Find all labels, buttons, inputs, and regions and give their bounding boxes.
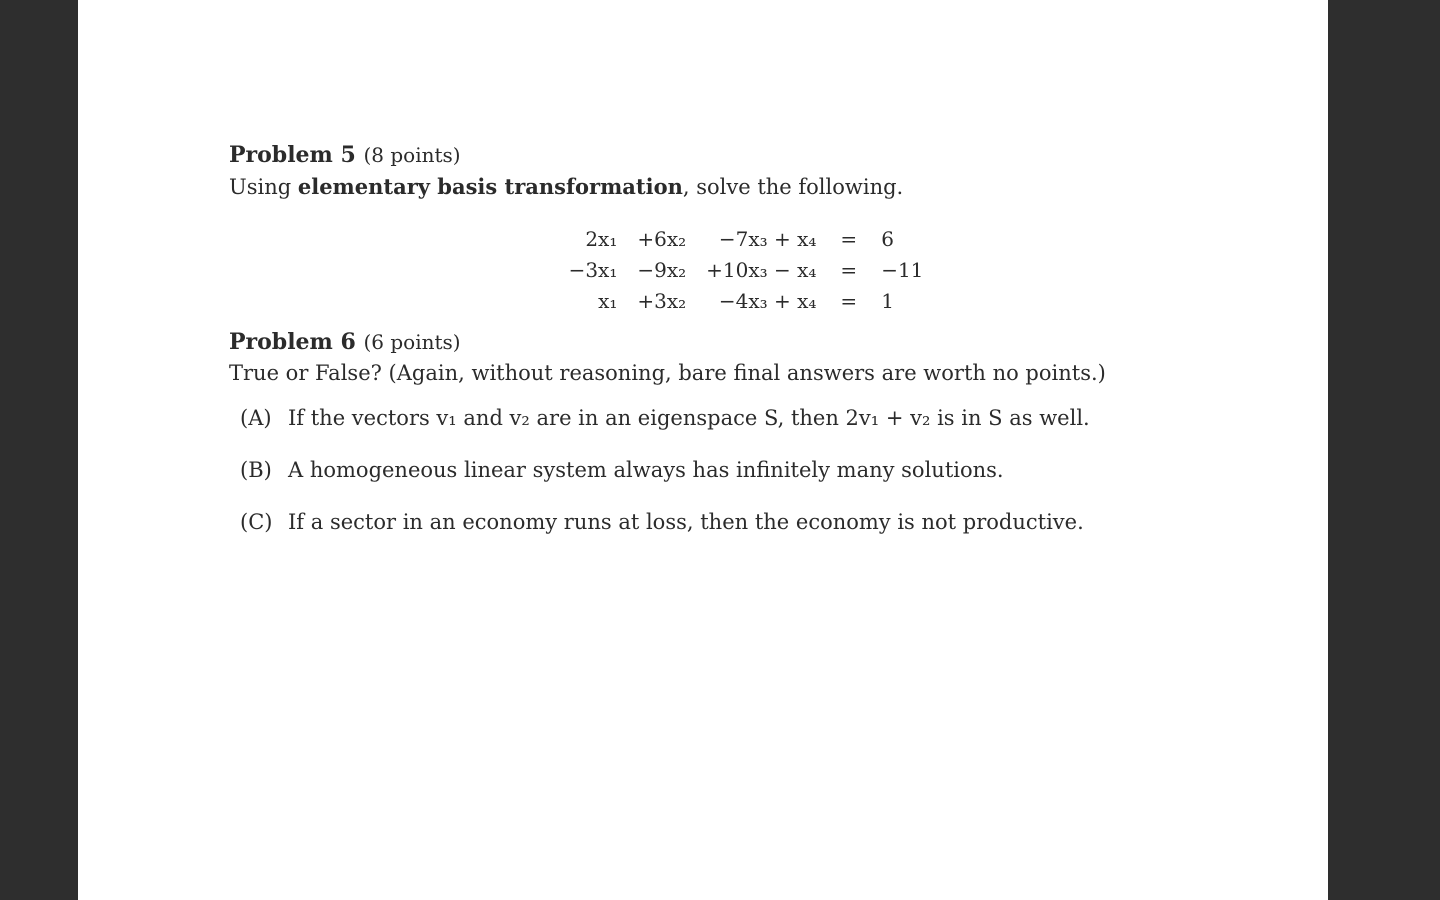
problem-5-heading	[229, 140, 1149, 171]
equation-term: −9x₂	[637, 258, 687, 282]
problem-5-intro-before: Using	[229, 175, 292, 199]
item-label: (B)	[240, 458, 272, 482]
equation-row	[559, 255, 934, 286]
page-content	[229, 140, 1149, 559]
equation-table	[559, 224, 934, 317]
equation-term: +10x₃ − x₄	[706, 258, 817, 282]
problem-5-points: (8 points)	[363, 143, 461, 167]
equation-row	[559, 224, 934, 255]
true-false-list	[229, 403, 1149, 538]
document-page	[78, 0, 1328, 900]
item-label: (A)	[240, 406, 272, 430]
equation-term: +6x₂	[637, 227, 687, 251]
problem-6-points: (6 points)	[363, 330, 461, 354]
item-text: If the vectors v₁ and v₂ are in an eigenspace S, then 2v₁ + v₂ is in S as well.	[288, 406, 1090, 430]
equation-term: −4x₃ + x₄	[718, 289, 817, 313]
equation-rhs: 1	[881, 289, 894, 313]
equation-term: −7x₃ + x₄	[718, 227, 817, 251]
list-item	[240, 507, 1149, 538]
problem-5-intro-bold: elementary basis transformation	[297, 174, 683, 199]
equation-row	[559, 286, 934, 317]
problem-5-title: Problem 5	[229, 142, 356, 168]
equals-sign: =	[840, 289, 858, 313]
list-item	[240, 403, 1149, 434]
item-text: A homogeneous linear system always has infinitely many solutions.	[288, 458, 1004, 482]
equation-term: −3x₁	[568, 258, 618, 282]
equation-rhs: −11	[881, 258, 924, 282]
item-text: If a sector in an economy runs at loss, then the economy is not productive.	[288, 510, 1084, 534]
problem-6-intro: True or False? (Again, without reasoning, bare final answers are worth no points.)	[229, 361, 1106, 385]
problem-5-intro	[229, 171, 1149, 203]
equation-rhs: 6	[881, 227, 894, 251]
equals-sign: =	[840, 227, 858, 251]
equation-term: x₁	[598, 289, 618, 313]
equation-term: +3x₂	[637, 289, 687, 313]
problem-6-heading	[229, 327, 1149, 358]
equation-system	[229, 224, 1149, 317]
problem-5-intro-after: , solve the following.	[682, 175, 904, 199]
problem-6-title: Problem 6	[229, 329, 356, 355]
item-label: (C)	[240, 510, 273, 534]
equals-sign: =	[840, 258, 858, 282]
equation-term: 2x₁	[585, 227, 618, 251]
list-item	[240, 455, 1149, 486]
